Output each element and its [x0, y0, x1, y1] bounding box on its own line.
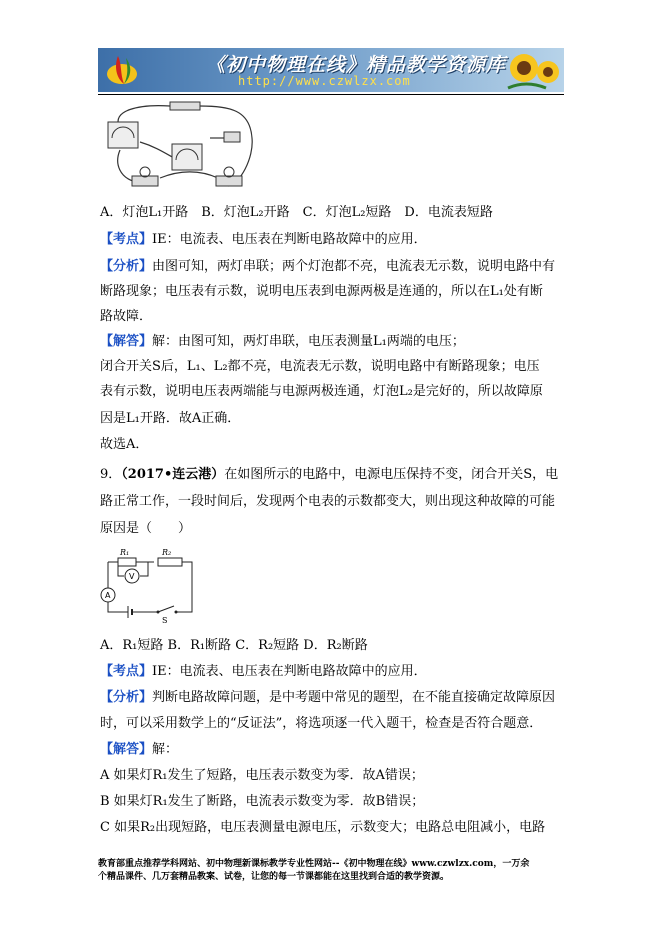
q9-stem-line-2: 路正常工作，一段时间后，发现两个电表的示数都变大，则出现这种故障的可能: [100, 494, 556, 509]
q8-fenxi-line-1: [100, 259, 555, 275]
q9-kaodian-text: IE：电流表、电压表在判断电路故障中的应用．: [152, 664, 427, 679]
q9-jieda-tag: 【解答】: [100, 742, 153, 757]
q8-fenxi-text-1: 由图可知，两灯串联；两个灯泡都不亮，电流表无示数，说明电路中有: [152, 259, 556, 274]
site-url[interactable]: http://www.czwlzx.com: [238, 74, 411, 88]
footer-line-2: 个精品课件、几万套精品教案、试卷，让您的每一节课都能在这里找到合适的教学资源。: [98, 872, 450, 882]
q8-kaodian: [100, 232, 427, 248]
q9-stem-text-1: 在如图所示的电路中，电源电压保持不变，闭合开关S，电: [224, 467, 559, 482]
site-logo-icon: [104, 52, 140, 88]
q8-jieda-text-1: 解：由图可知，两灯串联，电压表测量L₁两端的电压；: [152, 334, 465, 349]
q9-fenxi-text-1: 判断电路故障问题，是中考题中常见的题型，在不能直接确定故障原因: [152, 690, 556, 705]
q9-stem-line-1: [100, 467, 558, 483]
voltmeter-label: V: [129, 572, 135, 581]
q9-fenxi-tag: 【分析】: [100, 690, 153, 705]
q8-jieda-tag: 【解答】: [100, 334, 153, 349]
q8-fenxi-line-2: 断路现象；电压表有示数，说明电压表到电源两极是连通的，所以在L₁处有断: [100, 284, 543, 299]
q9-jieda-line-4: C 如果R₂出现短路，电压表测量电源电压，示数变大；电路总电阻减小，电路: [100, 820, 546, 835]
circuit-diagram-q8: [100, 98, 266, 194]
q8-jieda-line-2: 闭合开关S后，L₁、L₂都不亮，电流表无示数，说明电路中有断路现象；电压: [100, 359, 540, 374]
q9-source: （2017•连云港）: [121, 467, 225, 482]
q9-jieda-text-1: 解：: [152, 742, 179, 757]
circuit-diagram-q9: [100, 546, 200, 624]
q9-options: A．R₁短路 B．R₁断路 C．R₂短路 D．R₂断路: [100, 638, 368, 653]
q9-number: 9．: [100, 467, 122, 482]
switch-label: S: [162, 616, 168, 624]
r2-label: R₂: [162, 548, 172, 557]
header-banner: [98, 48, 564, 92]
q8-kaodian-tag: 【考点】: [100, 232, 153, 247]
q8-fenxi-tag: 【分析】: [100, 259, 153, 274]
q9-stem-line-3: 原因是（ ）: [100, 521, 192, 536]
q8-jieda-line-3: 表有示数，说明电压表两端能与电源两极连通，灯泡L₂是完好的，所以故障原: [100, 384, 543, 399]
q9-fenxi-line-2: 时，可以采用数学上的“反证法”，将选项逐一代入题干，检查是否符合题意．: [100, 716, 543, 731]
q9-jieda-line-1: [100, 742, 178, 758]
q9-kaodian-tag: 【考点】: [100, 664, 153, 679]
sunflower-icon: [506, 50, 560, 90]
q8-kaodian-text: IE：电流表、电压表在判断电路故障中的应用．: [152, 232, 427, 247]
site-title: 《初中物理在线》精品教学资源库: [206, 54, 507, 76]
q9-jieda-line-3: B 如果灯R₁发生了断路，电流表示数变为零．故B错误；: [100, 794, 425, 809]
q8-jieda-line-4: 因是L₁开路．故A正确．: [100, 411, 241, 426]
q8-fenxi-line-3: 路故障．: [100, 309, 153, 324]
q8-answer: 故选A．: [100, 437, 149, 452]
q9-fenxi-line-1: [100, 690, 555, 706]
q9-kaodian: [100, 664, 427, 680]
ammeter-label: A: [105, 591, 111, 600]
q9-jieda-line-2: A 如果灯R₁发生了短路，电压表示数变为零．故A错误；: [100, 768, 424, 783]
q8-jieda-line-1: [100, 334, 465, 350]
header-rule: [98, 94, 564, 95]
footer-line-1: 教育部重点推荐学科网站、初中物理新课标教学专业性网站--《初中物理在线》www.czwlzx.com，一万余: [98, 859, 530, 869]
q8-options: A．灯泡L₁开路 B．灯泡L₂开路 C．灯泡L₂短路 D．电流表短路: [100, 205, 493, 220]
r1-label: R₁: [120, 548, 130, 557]
